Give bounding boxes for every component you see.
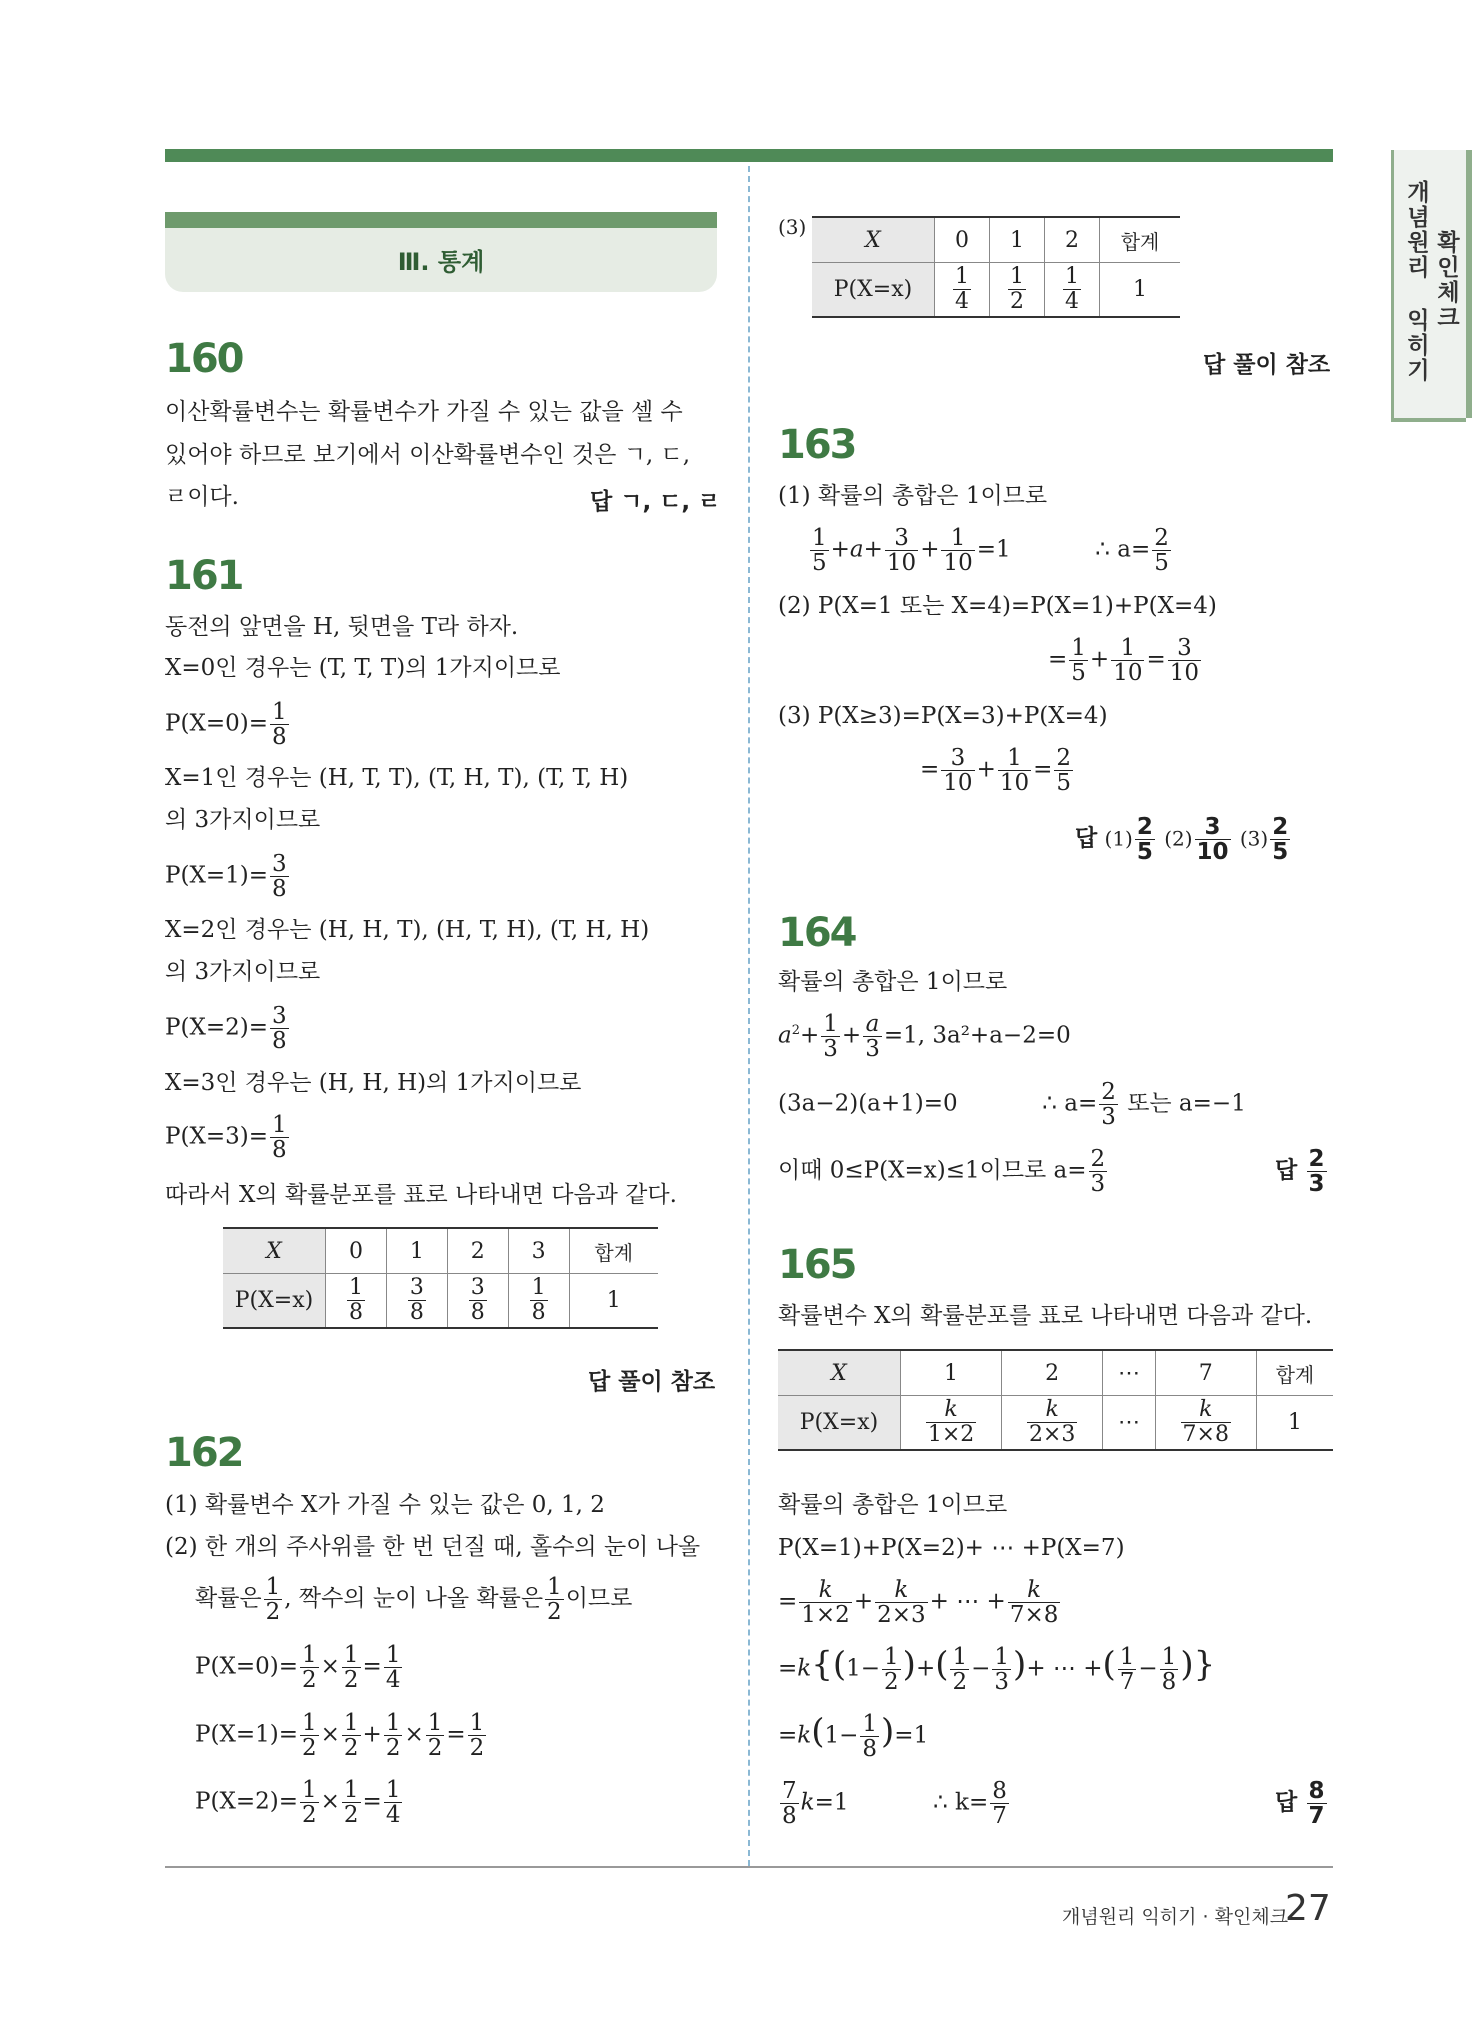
p165-eq4-equals: =1 (814, 1789, 849, 1816)
table-cell: 합계 (569, 1228, 658, 1274)
p165-line2: 확률의 총합은 1이므로 (778, 1492, 1008, 1518)
p164-line1: 확률의 총합은 1이므로 (778, 969, 1008, 995)
p163-eq1: $\frac{1}{5}$ +a+ $\frac{3}{10}$ + $\frac{1}{10}$ =1 ∴ a= $\frac{2}{5}$ (812, 525, 1169, 576)
p162-line3-a: 확률은 (195, 1585, 262, 1612)
table-cell: X (812, 217, 935, 263)
table-row (778, 1396, 1333, 1451)
table-cell: ⋯ (1103, 1350, 1155, 1396)
answer-part-1: (1) (1104, 826, 1133, 851)
p162-eq2-label: P(X=1)= (195, 1721, 298, 1748)
fraction: $\frac{3}{8}$ (271, 1003, 287, 1054)
table-cell: 2 (447, 1228, 508, 1274)
p163-answer: 답 (1) $\frac{2}{5}$ (2) $\frac{3}{10}$ (3) $\frac{2}{5}$ (1075, 814, 1289, 865)
p160-line3: ㄹ이다. (165, 484, 239, 510)
p165-eq3: =k(1− $\frac{1}{8}$ )=1 (778, 1711, 929, 1762)
side-tab (1391, 150, 1466, 422)
table-cell: 1 (569, 1274, 658, 1329)
table-cell: P(X=x) (223, 1274, 326, 1329)
p165-line1: 확률변수 X의 확률분포를 표로 나타내면 다음과 같다. (778, 1303, 1313, 1329)
table-cell: X (778, 1350, 901, 1396)
p163-eq1-equals: =1 (976, 536, 1011, 563)
p161-line12: 따라서 X의 확률분포를 표로 나타내면 다음과 같다. (165, 1182, 677, 1208)
p161-prob3-label: P(X=3)= (165, 1123, 268, 1150)
p162-eq2: P(X=1)= $\frac{1}{2}$ × $\frac{1}{2}$ + $\frac{1}{2}$ × $\frac{1}{2}$ = $\frac{1}{2}$ (195, 1710, 485, 1761)
table-cell: $\frac{k}{7\times 8}$ (1155, 1396, 1256, 1451)
table-cell (326, 1274, 387, 1329)
table-cell: $\frac{1}{4}$ (935, 263, 990, 318)
side-tab-col1: 개념원리 익히기 (1403, 180, 1429, 383)
fraction: $\frac{3}{8}$ (271, 851, 287, 902)
fraction: $\frac{1}{8}$ (271, 1112, 287, 1163)
footer-text: 개념원리 익히기 · 확인체크 (1062, 1906, 1289, 1928)
p161-line5: 의 3가지이므로 (165, 807, 321, 833)
problem-number-164: 164 (778, 910, 856, 956)
table-cell: 합계 (1100, 217, 1180, 263)
answer-label: 답 (1075, 825, 1098, 852)
fraction: $\frac{3}{8}$ (409, 1275, 424, 1325)
p164-line4: 이때 0≤P(X=x)≤1이므로 a= $\frac{2}{3}$ (778, 1146, 1106, 1197)
p162-line2: (2) 한 개의 주사위를 한 번 던질 때, 홀수의 눈이 나올 (165, 1534, 701, 1560)
table-cell (386, 1274, 447, 1329)
p162-line3-c: 이므로 (565, 1585, 633, 1612)
table-header-row (778, 1350, 1333, 1396)
p165-eq1: = $\frac{k}{1\times 2}$ + $\frac{k}{2\times 3}$ + ⋯ + $\frac{k}{7\times 8}$ (778, 1577, 1059, 1628)
p161-line10: X=3인 경우는 (H, H, H)의 1가지이므로 (165, 1070, 582, 1096)
p161-line1: 동전의 앞면을 H, 뒷면을 T라 하자. (165, 614, 519, 640)
table-cell: X (223, 1228, 326, 1274)
p162-eq1: P(X=0)= $\frac{1}{2}$ × $\frac{1}{2}$ = $\frac{1}{4}$ (195, 1642, 401, 1693)
p161-distribution-table (223, 1227, 658, 1329)
fraction: $\frac{3}{8}$ (470, 1275, 485, 1325)
table-cell (508, 1274, 569, 1329)
p165-distribution-table (778, 1349, 1333, 1451)
fraction: $\frac{1}{8}$ (348, 1275, 363, 1325)
problem-number-165: 165 (778, 1242, 856, 1288)
p163-eq2: = $\frac{1}{5}$ + $\frac{1}{10}$ = $\frac{3}{10}$ (1048, 635, 1200, 686)
p161-line4: X=1인 경우는 (H, T, T), (T, H, T), (T, T, H) (165, 765, 629, 791)
problem-number-160: 160 (165, 336, 243, 382)
p161-line8: 의 3가지이므로 (165, 959, 321, 985)
p162-line3 (195, 1575, 632, 1624)
table-cell: P(X=x) (778, 1396, 901, 1451)
table-cell: $\frac{k}{1\times 2}$ (901, 1396, 1002, 1451)
p164-line4-text: 이때 0≤P(X=x)≤1이므로 a= (778, 1157, 1087, 1184)
p160-answer: 답 ㄱ, ㄷ, ㄹ (590, 489, 721, 515)
table-cell: 1 (990, 217, 1045, 263)
p163-line1: (1) 확률의 총합은 1이므로 (778, 483, 1048, 509)
table-cell: 7 (1155, 1350, 1256, 1396)
p165-line3: P(X=1)+P(X=2)+ ⋯ +P(X=7) (778, 1535, 1125, 1561)
p161-prob0-label: P(X=0)= (165, 710, 268, 737)
p165-answer: 답 $\frac{8}{7}$ (1275, 1778, 1325, 1829)
fraction: $\frac{1}{2}$ (547, 1574, 562, 1625)
answer-label: 답 (1275, 1789, 1298, 1816)
problem-number-163: 163 (778, 422, 856, 468)
table-row (812, 263, 1180, 318)
table-cell: $\frac{k}{2\times 3}$ (1002, 1396, 1103, 1451)
table-header-row (223, 1228, 658, 1274)
p160-line2: 있어야 하므로 보기에서 이산확률변수인 것은 ㄱ, ㄷ, (165, 442, 691, 468)
table-cell: 2 (1045, 217, 1100, 263)
p162-eq3: P(X=2)= $\frac{1}{2}$ × $\frac{1}{2}$ = $\frac{1}{4}$ (195, 1777, 401, 1828)
table-cell: $\frac{1}{4}$ (1045, 263, 1100, 318)
p161-line2: X=0인 경우는 (T, T, T)의 1가지이므로 (165, 655, 561, 681)
p164-eq1: $a^2+$ $\frac{1}{3}$ + $\frac{a}{3}$ =1, 3a²+a−2=0 (778, 1011, 1071, 1062)
p164-eq2-a: (3a−2)(a+1)=0 (778, 1090, 958, 1117)
p165-eq4-therefore: ∴ k= (933, 1789, 989, 1816)
p162-distribution-table (812, 216, 1180, 318)
table-cell: 합계 (1256, 1350, 1333, 1396)
section-title: Ⅲ. 통계 (397, 248, 485, 276)
side-tab-strip (1466, 150, 1472, 418)
p160-line1: 이산확률변수는 확률변수가 가질 수 있는 값을 셀 수 (165, 399, 683, 425)
table-cell: $\frac{1}{2}$ (990, 263, 1045, 318)
fraction: $\frac{1}{8}$ (271, 699, 287, 750)
answer-label: 답 (1275, 1157, 1298, 1184)
p161-prob0 (165, 700, 291, 749)
bottom-rule (165, 1866, 1333, 1868)
fraction: $\frac{1}{8}$ (531, 1275, 546, 1325)
p162-line3-b: , 짝수의 눈이 나올 확률은 (284, 1585, 544, 1612)
p164-eq2-c: 또는 a=−1 (1127, 1090, 1246, 1117)
answer-part-3: (3) (1239, 826, 1269, 851)
p162-eq3-label: P(X=2)= (195, 1788, 298, 1815)
table-cell: P(X=x) (812, 263, 935, 318)
p162-table-label: (3) (778, 215, 807, 239)
p163-eq3: = $\frac{3}{10}$ + $\frac{1}{10}$ = $\frac{2}{5}$ (920, 745, 1072, 796)
p165-eq4: $\frac{7}{8}$ k=1 ∴ k= $\frac{8}{7}$ (782, 1778, 1007, 1829)
problem-number-161: 161 (165, 553, 243, 599)
section-header (165, 212, 717, 292)
fraction: $\frac{1}{2}$ (265, 1574, 281, 1625)
p162-line1: (1) 확률변수 X가 가질 수 있는 값은 0, 1, 2 (165, 1492, 605, 1518)
table-cell: 2 (1002, 1350, 1103, 1396)
table-cell (447, 1274, 508, 1329)
p161-line7: X=2인 경우는 (H, H, T), (H, T, H), (T, H, H) (165, 917, 650, 943)
p161-prob1 (165, 852, 291, 901)
p161-prob2-label: P(X=2)= (165, 1014, 268, 1041)
table-cell: ⋯ (1103, 1396, 1155, 1451)
top-rule (165, 149, 1333, 162)
table-cell: 1 (901, 1350, 1002, 1396)
p164-answer: 답 $\frac{2}{3}$ (1275, 1146, 1325, 1197)
p161-prob2 (165, 1004, 291, 1053)
p164-eq2-b: ∴ a= (1042, 1090, 1098, 1117)
side-tab-col2: 확인체크 (1433, 230, 1459, 330)
table-row (223, 1274, 658, 1329)
p161-answer: 답 풀이 참조 (588, 1369, 716, 1395)
table-cell: 1 (1256, 1396, 1333, 1451)
p163-line3: (2) P(X=1 또는 X=4)=P(X=1)+P(X=4) (778, 593, 1217, 619)
p163-line5: (3) P(X≥3)=P(X=3)+P(X=4) (778, 703, 1108, 729)
column-divider (748, 166, 750, 1866)
section-header-stripe (165, 212, 717, 228)
p162-eq1-label: P(X=0)= (195, 1653, 298, 1680)
p165-eq2: =k{(1− $\frac{1}{2}$ )+( $\frac{1}{2}$ − $\frac{1}{3}$ )+ ⋯ +( $\frac{1}{7}$ − $\frac{1}{8}$ )} (778, 1644, 1216, 1695)
p162-answer: 답 풀이 참조 (1203, 352, 1331, 378)
table-cell: 0 (326, 1228, 387, 1274)
table-cell: 3 (508, 1228, 569, 1274)
table-cell: 1 (1100, 263, 1180, 318)
p163-eq1-therefore: ∴ a= (1095, 536, 1151, 563)
p161-prob3 (165, 1113, 291, 1162)
p161-prob1-label: P(X=1)= (165, 862, 268, 889)
problem-number-162: 162 (165, 1430, 243, 1476)
p164-eq1-rest: =1, 3a²+a−2=0 (883, 1022, 1071, 1049)
table-cell: 1 (386, 1228, 447, 1274)
table-header-row (812, 217, 1180, 263)
page-number: 27 (1285, 1888, 1331, 1929)
p164-eq2: (3a−2)(a+1)=0 ∴ a= $\frac{2}{3}$ 또는 a=−1 (778, 1079, 1246, 1130)
table-cell: 0 (935, 217, 990, 263)
answer-part-2: (2) (1164, 826, 1193, 851)
